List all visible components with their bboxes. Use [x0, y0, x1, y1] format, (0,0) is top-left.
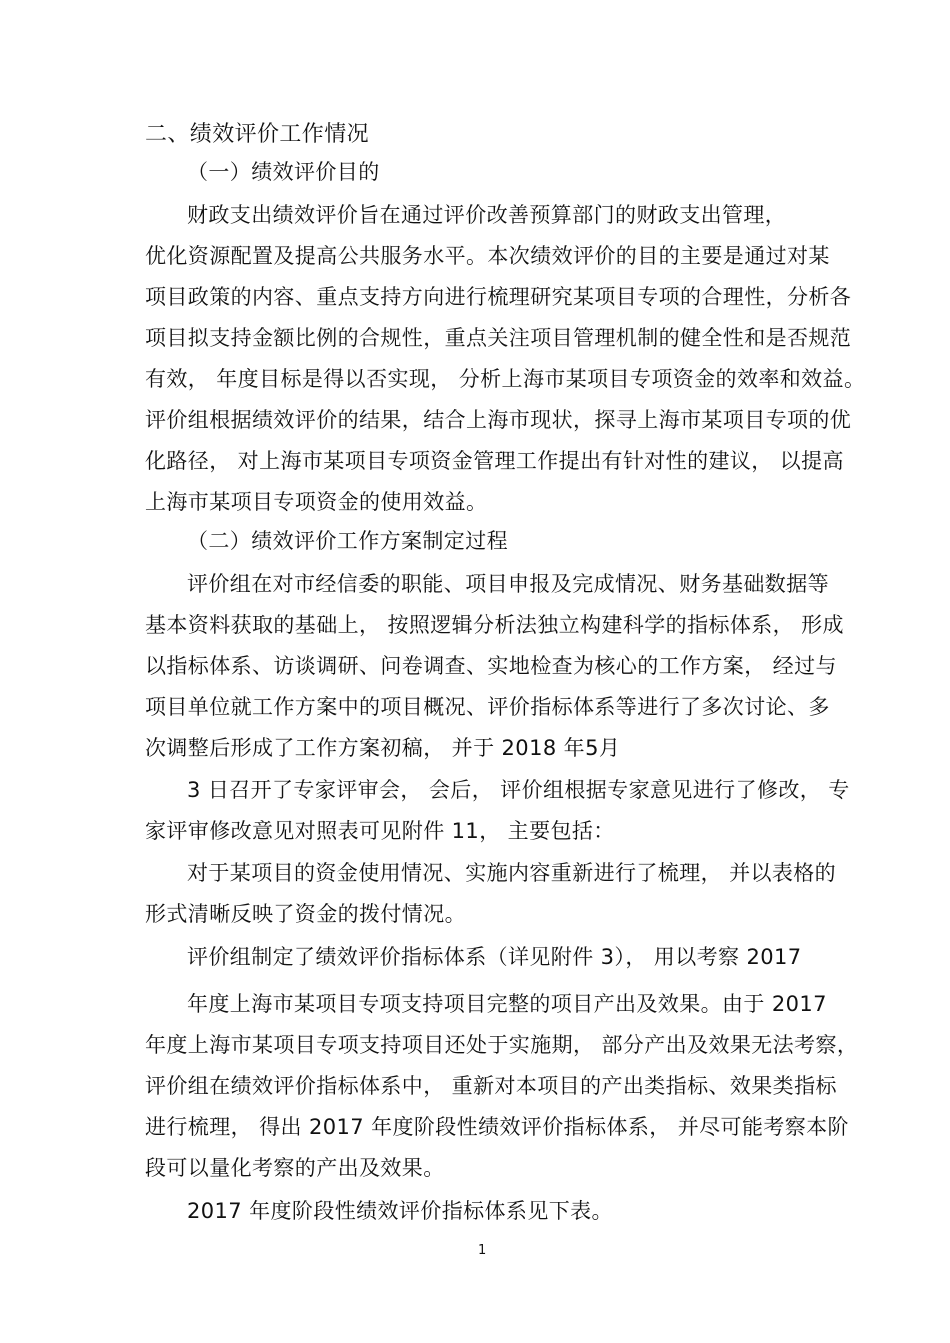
paragraph-line: 3 日召开了专家评审会， 会后， 评价组根据专家意见进行了修改， 专	[187, 778, 850, 802]
paragraph-line: 有效， 年度目标是得以否实现， 分析上海市某项目专项资金的效率和效益。	[145, 367, 866, 391]
paragraph-line: 优化资源配置及提高公共服务水平。本次绩效评价的目的主要是通过对某	[145, 244, 830, 268]
paragraph-line: 家评审修改意见对照表可见附件 11， 主要包括：	[145, 819, 615, 843]
paragraph-line: 基本资料获取的基础上， 按照逻辑分析法独立构建科学的指标体系， 形成	[145, 613, 844, 637]
paragraph-line: 评价组根据绩效评价的结果，结合上海市现状，探寻上海市某项目专项的优	[145, 408, 852, 432]
paragraph-line: 对于某项目的资金使用情况、实施内容重新进行了梳理， 并以表格的	[187, 861, 837, 885]
paragraph-line: 上海市某项目专项资金的使用效益。	[145, 490, 488, 514]
paragraph-line: 项目政策的内容、重点支持方向进行梳理研究某项目专项的合理性，分析各	[145, 285, 852, 309]
paragraph-line: 次调整后形成了工作方案初稿， 并于 2018 年5月	[145, 736, 621, 760]
paragraph-line: 年度上海市某项目专项支持项目还处于实施期， 部分产出及效果无法考察，	[145, 1033, 859, 1057]
page-number: 1	[478, 1243, 487, 1258]
subsection-title-purpose: （一）绩效评价目的	[187, 160, 380, 184]
paragraph-line: 段可以量化考察的产出及效果。	[145, 1156, 445, 1180]
paragraph-line: 项目单位就工作方案中的项目概况、评价指标体系等进行了多次讨论、多	[145, 695, 830, 719]
paragraph-line: 年度上海市某项目专项支持项目完整的项目产出及效果。由于 2017	[187, 992, 827, 1016]
paragraph-line: 项目拟支持金额比例的合规性，重点关注项目管理机制的健全性和是否规范	[145, 326, 852, 350]
paragraph-line: 进行梳理， 得出 2017 年度阶段性绩效评价指标体系， 并尽可能考察本阶	[145, 1115, 849, 1139]
paragraph-line: 形式清晰反映了资金的拨付情况。	[145, 902, 466, 926]
paragraph-line: 评价组在绩效评价指标体系中， 重新对本项目的产出类指标、效果类指标	[145, 1074, 837, 1098]
section-heading: 二、绩效评价工作情况	[145, 122, 370, 147]
subsection-title-process: （二）绩效评价工作方案制定过程	[187, 529, 508, 553]
paragraph-line: 财政支出绩效评价旨在通过评价改善预算部门的财政支出管理，	[187, 203, 787, 227]
paragraph-line: 评价组制定了绩效评价指标体系（详见附件 3）， 用以考察 2017	[187, 945, 802, 969]
paragraph-line: 以指标体系、访谈调研、问卷调查、实地检查为核心的工作方案， 经过与	[145, 654, 837, 678]
paragraph-line: 评价组在对市经信委的职能、项目申报及完成情况、财务基础数据等	[187, 572, 829, 596]
paragraph-line: 化路径， 对上海市某项目专项资金管理工作提出有针对性的建议， 以提高	[145, 449, 844, 473]
paragraph-line: 2017 年度阶段性绩效评价指标体系见下表。	[187, 1199, 613, 1223]
